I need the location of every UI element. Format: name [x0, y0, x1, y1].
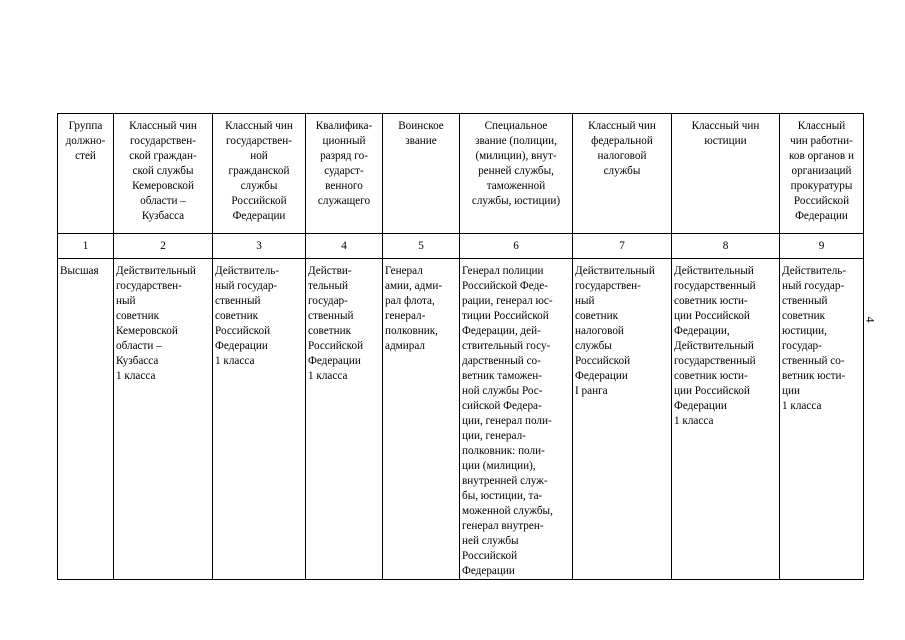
table-row: [58, 259, 864, 580]
table-cell: Высшая: [58, 259, 114, 580]
table-cell: Действи- тельный государ- ственный советник Российской Федерации 1 класса: [306, 259, 383, 580]
table-cell: Генерал амии, адми- рал флота, генерал- полковник, адмирал: [383, 259, 460, 580]
header-cell: Воинское звание: [383, 114, 460, 234]
header-cell: Классный чин государствен- ской граждан- ской службы Кемеровской области – Кузбасса: [114, 114, 213, 234]
column-number: 6: [460, 234, 573, 259]
header-cell: Классный чин работни- ков органов и организаций прокуратуры Российской Федерации: [780, 114, 864, 234]
column-number: 2: [114, 234, 213, 259]
header-cell: Группа должно- стей: [58, 114, 114, 234]
header-row: [58, 114, 864, 234]
table-cell: Действительный государствен- ный советник Кемеровской области – Кузбасса 1 класса: [114, 259, 213, 580]
column-number-row: [58, 234, 864, 259]
column-number: 7: [573, 234, 672, 259]
header-cell: Квалифика- ционный разряд го- сударст- венного служащего: [306, 114, 383, 234]
header-cell: Классный чин государствен- ной гражданской службы Российской Федерации: [213, 114, 306, 234]
column-number: 8: [672, 234, 780, 259]
ranks-table: [57, 113, 864, 580]
table-cell: Действитель- ный государ- ственный советник Российской Федерации 1 класса: [213, 259, 306, 580]
column-number: 5: [383, 234, 460, 259]
header-cell: Классный чин федеральной налоговой службы: [573, 114, 672, 234]
header-cell: Специальное звание (полиции, (милиции), внут- ренней службы, таможенной службы, юстиции): [460, 114, 573, 234]
table-cell: Действитель- ный государ- ственный советник юстиции, государ- ственный со- ветник юсти- ции 1 класса: [780, 259, 864, 580]
column-number: 9: [780, 234, 864, 259]
page-number: 4: [863, 316, 878, 323]
column-number: 4: [306, 234, 383, 259]
column-number: 3: [213, 234, 306, 259]
header-cell: Классный чин юстиции: [672, 114, 780, 234]
table-cell: Действительный государствен- ный советник налоговой службы Российской Федерации I ранга: [573, 259, 672, 580]
column-number: 1: [58, 234, 114, 259]
table-cell: Действительный государственный советник юсти- ции Российской Федерации, Действительный государственный советник юсти- ции Российской Федерации 1 класса: [672, 259, 780, 580]
table-cell: Генерал полиции Российской Феде- рации, генерал юс- тиции Российской Федерации, дей- ствительный госу- дарственный со- ветник таможен- ной службы Рос- сийской Федера- ции, генерал поли- ции, генерал- полковник: поли- ции (милиции), внутренней служ- бы, юстиции, та- моженной службы, генерал внутрен- ней службы Российской Федерации: [460, 259, 573, 580]
